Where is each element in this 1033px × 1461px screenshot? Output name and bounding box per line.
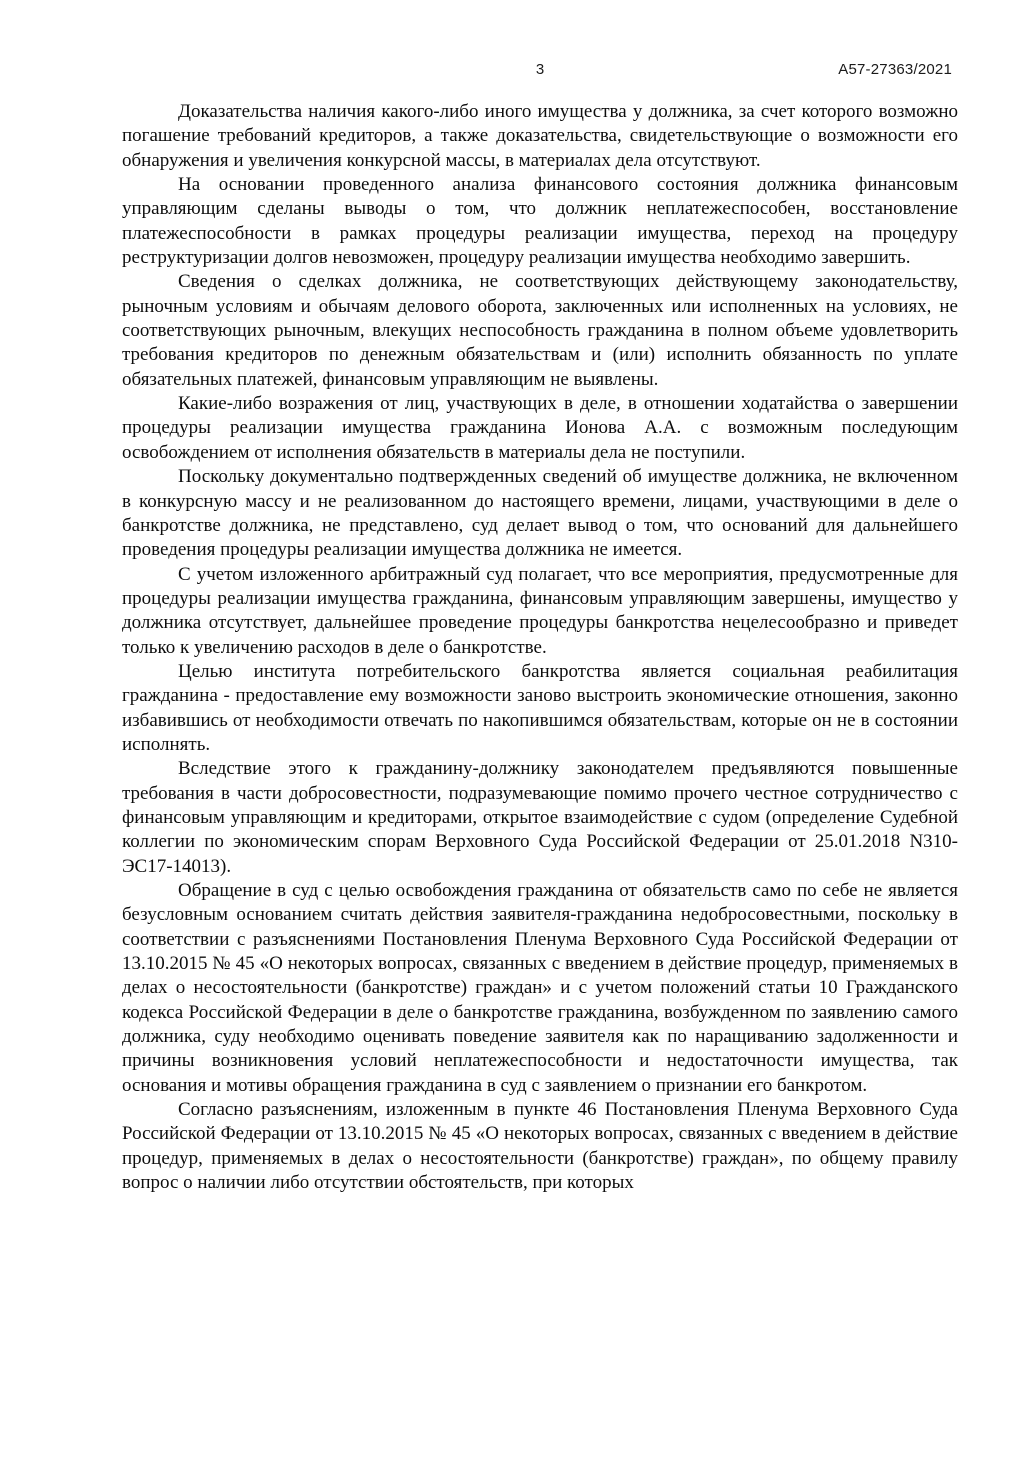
paragraph: На основании проведенного анализа финансового состояния должника финансовым управляющим сделаны выводы о том, что должник неплатежеспособен, восстановление платежеспособности в рамках процедуры реализации имущества, переход на процедуру реструктуризации долгов невозможен, процедуру реализации имущества необходимо завершить. [122,174,958,269]
paragraph: Доказательства наличия какого-либо иного имущества у должника, за счет которого возможно погашение требований кредиторов, а также доказательства, свидетельствующие о возможности его обнаружения и увеличения конкурсной массы, в материалах дела отсутствуют. [122,101,958,171]
paragraph: Какие-либо возражения от лиц, участвующих в деле, в отношении ходатайства о завершении процедуры реализации имущества гражданина Ионова А.А. с возможным последующим освобождением от исполнения обязательств в материалы дела не поступили. [122,393,958,463]
paragraph: Вследствие этого к гражданину-должнику законодателем предъявляются повышенные требования в части добросовестности, подразумевающие помимо прочего честное сотрудничество с финансовым управляющим и кредиторами, открытое взаимодействие с судом (определение Судебной коллегии по экономическим спорам Верховного Суда Российской Федерации от 25.01.2018 N310-ЭС17-14013). [122,758,958,877]
paragraph: Согласно разъяснениям, изложенным в пункте 46 Постановления Пленума Верховного Суда Российской Федерации от 13.10.2015 № 45 «О некоторых вопросах, связанных с введением в действие процедур, применяемых в делах о несостоятельности (банкротстве) граждан», по общему правилу вопрос о наличии либо отсутствии обстоятельств, при которых [122,1099,958,1194]
paragraph: Сведения о сделках должника, не соответствующих действующему законодательству, рыночным условиям и обычаям делового оборота, заключенных или исполненных на условиях, не соответствующих рыночным, влекущих неспособность гражданина в полном объеме удовлетворить требования кредиторов по денежным обязательствам и (или) исполнить обязанность по уплате обязательных платежей, финансовым управляющим не выявлены. [122,271,958,390]
paragraph: Целью института потребительского банкротства является социальная реабилитация гражданина - предоставление ему возможности заново выстроить экономические отношения, законно избавившись от необходимости отвечать по накопившимся обязательствам, которые он не в состоянии исполнять. [122,660,958,755]
paragraph: Обращение в суд с целью освобождения гражданина от обязательств само по себе не является безусловным основанием считать действия заявителя-гражданина недобросовестными, поскольку в соответствии с разъяснениями Постановления Пленума Верховного Суда Российской Федерации от 13.10.2015 № 45 «О некоторых вопросах, связанных с введением в действие процедур, применяемых в делах о несостоятельности (банкротстве) граждан» и с учетом положений статьи 10 Гражданского кодекса Российской Федерации в деле о банкротстве гражданина, возбужденном по заявлению самого должника, суду необходимо оценивать поведение заявителя как по наращиванию задолженности и причины возникновения условий неплатежеспособности и недостаточности имущества, так основания и мотивы обращения гражданина в суд с заявлением о признании его банкротом. [122,880,958,1096]
page-header [122,61,958,83]
page-number: 3 [535,61,545,78]
paragraph: Поскольку документально подтвержденных сведений об имуществе должника, не включенном в конкурсную массу и не реализованном до настоящего времени, лицами, участвующими в деле о банкротстве должника, не представлено, суд делает вывод о том, что оснований для дальнейшего проведения процедуры реализации имущества должника не имеется. [122,466,958,561]
document-body [122,100,958,1195]
case-number: А57-27363/2021 [838,61,952,78]
paragraph: С учетом изложенного арбитражный суд полагает, что все мероприятия, предусмотренные для процедуры реализации имущества гражданина, финансовым управляющим завершены, имущество у должника отсутствует, дальнейшее проведение процедуры банкротства нецелесообразно и приведет только к увеличению расходов в деле о банкротстве. [122,563,958,658]
